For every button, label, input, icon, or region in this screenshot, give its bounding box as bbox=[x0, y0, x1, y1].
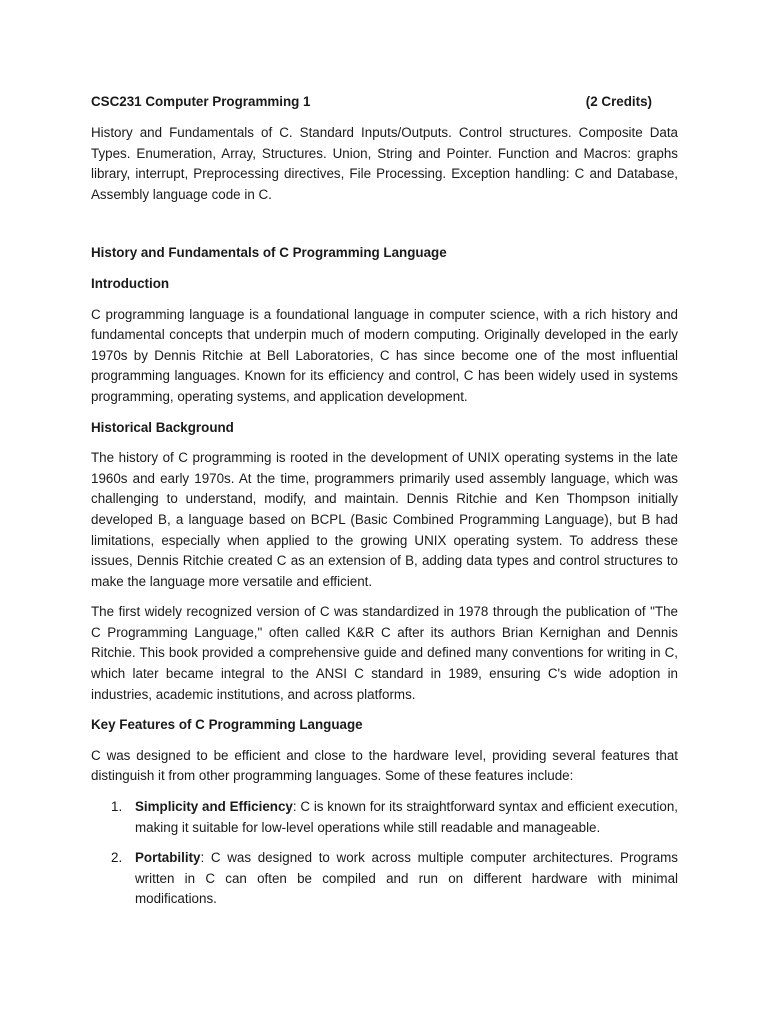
course-description: History and Fundamentals of C. Standard Inputs/Outputs. Control structures. Composite Data Types. Enumeration, Array, Structures. Union, String and Pointer. Function and Macros: graphs library, interrupt, Preprocessing directives, File Processing. Exception handling: C and Database, Assembly language code in C. bbox=[91, 125, 678, 202]
course-credits: (2 Credits) bbox=[585, 94, 652, 109]
key-features-heading: Key Features of C Programming Language bbox=[91, 717, 363, 733]
key-features-intro: C was designed to be efficient and close to the hardware level, providing several features that distinguish it from other programming languages. Some of these features include: bbox=[91, 747, 678, 784]
list-item-term: Portability bbox=[135, 850, 201, 866]
document-content bbox=[91, 92, 678, 920]
course-title: CSC231 Computer Programming 1 bbox=[91, 94, 311, 109]
section-spacer bbox=[91, 215, 678, 243]
list-item-number: 2. bbox=[111, 850, 123, 866]
historical-paragraph: The history of C programming is rooted in the development of UNIX operating systems in the late 1960s and early 1970s. At the time, programmers primarily used assembly language, which was challenging to understand, modify, and maintain. Dennis Ritchie and Ken Thompson initially developed B, a language based on BCPL (Basic Combined Programming Language), but B had limitations, especially when applied to the growing UNIX operating system. To address these issues, Dennis Ritchie created C as an extension of B, adding data types and control structures to make the language more versatile and efficient. bbox=[91, 450, 678, 589]
historical-background-heading: Historical Background bbox=[91, 419, 234, 435]
introduction-paragraph: C programming language is a foundational language in computer science, with a rich history and fundamental concepts that underpin much of modern computing. Originally developed in the early 1970s by Dennis Ritchie at Bell Laboratories, C has since become one of the most influential programming languages. Known for its efficiency and control, C has been widely used in systems programming, operating systems, and application development. bbox=[91, 306, 678, 404]
course-header bbox=[91, 92, 678, 113]
section-title: History and Fundamentals of C Programming Language bbox=[91, 245, 447, 261]
list-item-text: : C was designed to work across multiple computer architectures. Programs written in C can often be compiled and run on different hardware with minimal modifications. bbox=[135, 850, 678, 907]
features-list bbox=[91, 797, 678, 910]
list-item-text: : C is known for its straightforward syntax and efficient execution, making it suitable for low-level operations while still readable and manageable. bbox=[135, 799, 678, 835]
list-item-term: Simplicity and Efficiency bbox=[135, 799, 293, 815]
historical-paragraph: The first widely recognized version of C was standardized in 1978 through the publication of "The C Programming Language," often called K&R C after its authors Brian Kernighan and Dennis Ritchie. This book provided a comprehensive guide and defined many conventions for writing in C, which later became integral to the ANSI C standard in 1989, ensuring C's wide adoption in industries, academic institutions, and across platforms. bbox=[91, 604, 678, 702]
list-item bbox=[91, 797, 678, 838]
list-item-number: 1. bbox=[111, 799, 123, 815]
list-item bbox=[91, 848, 678, 910]
introduction-heading: Introduction bbox=[91, 275, 170, 291]
